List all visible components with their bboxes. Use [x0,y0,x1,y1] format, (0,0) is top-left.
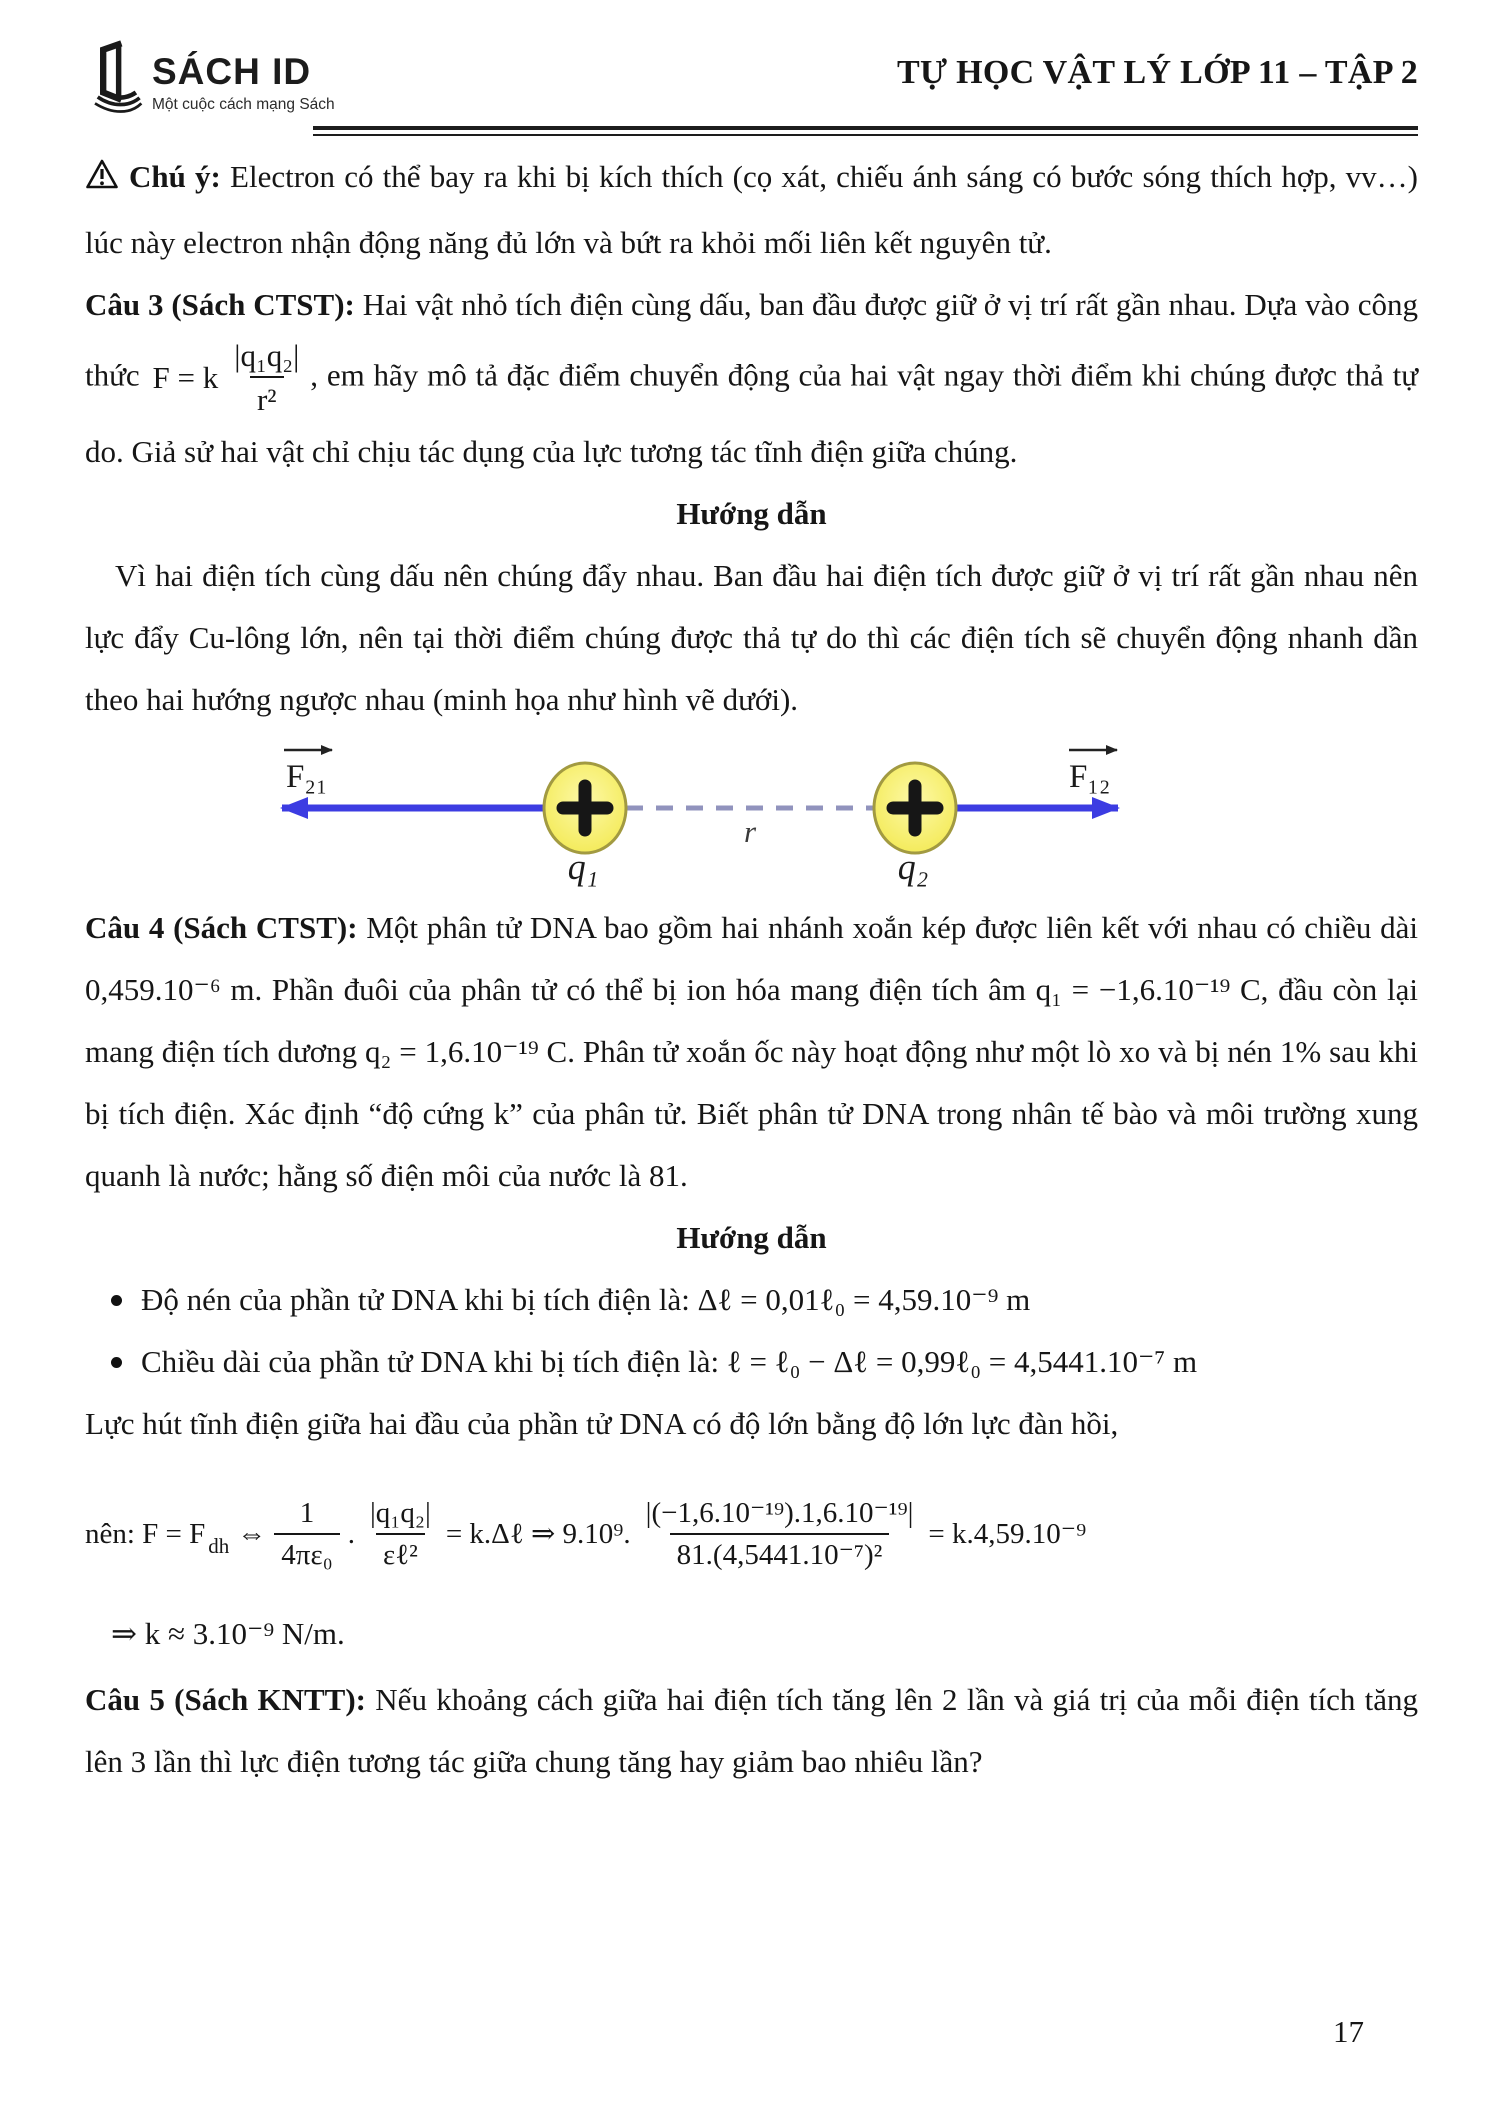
bullet-length [85,1331,1418,1393]
force-right-label: F₁₂ [1069,758,1111,795]
bullet-compression-label: Độ nén của phần tử DNA khi bị tích điện là: [141,1281,690,1317]
coulomb-constant-numerator: 1 [299,1496,315,1529]
formula-prefix-subscript: dh [208,1534,230,1559]
coulomb-formula-numerator: |q₁q₂| [234,338,300,373]
formula-mid: = k.Δℓ ⇒ 9.10⁹. [445,1518,631,1551]
header-rule [313,126,1418,136]
charge-fraction-denominator: εℓ² [376,1533,425,1575]
q4-solution-intro: Lực hút tĩnh điện giữa hai đầu của phần tử DNA có độ lớn bằng độ lớn lực đàn hồi, [85,1405,1119,1441]
distance-label: r [743,813,757,849]
bullet-dot [111,1295,122,1306]
formula-tail: = k.4,59.10⁻⁹ [928,1518,1087,1551]
bullet-compression-formula: Δℓ = 0,01ℓ₀ = 4,59.10⁻⁹ m [697,1281,1031,1317]
question-4-label: Câu 4 (Sách CTST): [85,909,358,945]
question-5-label: Câu 5 (Sách KNTT): [85,1681,367,1717]
charges-figure-canvas [270,735,1150,893]
logo-text [152,38,335,114]
page-title: TỰ HỌC VẬT LÝ LỚP 11 – TẬP 2 [896,54,1418,91]
question-5-paragraph [85,1669,1418,1793]
bullet-compression [85,1269,1418,1331]
coulomb-formula-denominator: r² [250,376,284,420]
q4-result: ⇒ k ≈ 3.10⁻⁹ N/m. [111,1615,345,1651]
formula-prefix: nên: F = F [85,1518,206,1551]
force-left-label: F₂₁ [286,758,328,795]
page-number: 17 [1333,2014,1364,2049]
coulomb-constant-denominator: 4πε₀ [274,1533,339,1575]
charge-2-label: q₂ [897,846,929,887]
charge-fraction [363,1495,438,1574]
question-3-paragraph [85,274,1418,483]
logo-tagline: Một cuộc cách mạng Sách [152,95,335,113]
coulomb-formula-lhs: F = k [152,360,219,396]
bullet-length-label: Chiều dài của phần tử DNA khi bị tích điện là: [141,1343,720,1379]
note-label: Chú ý: [129,159,221,194]
logo-title: SÁCH ID [152,51,312,92]
note-text: Electron có thể bay ra khi bị kích thích (cọ xát, chiếu ánh sáng có bước sóng thích hợp, vv…) lúc này electron nhận động năng đủ lớn và bứt ra khỏi mối liên kết nguyên tử. [85,159,1418,260]
dot-operator: . [347,1518,355,1551]
sachid-logo [85,38,335,116]
page-header [85,38,1418,126]
bullet-dot [111,1357,122,1368]
iff-symbol: ⇔ [237,1518,267,1551]
q4-main-formula [85,1471,1418,1599]
bullet-length-formula: ℓ = ℓ₀ − Δℓ = 0,99ℓ₀ = 4,5441.10⁻⁷ m [726,1343,1198,1379]
question-3-text-before: Hai vật nhỏ tích điện cùng dấu, ban đầu được giữ ở vị trí rất gần nhau. Dựa vào công thức [85,287,1418,393]
numeric-fraction-numerator: |(−1,6.10⁻¹⁹).1,6.10⁻¹⁹| [645,1496,914,1529]
charge-1-label: q₁ [567,846,599,887]
charges-figure [270,735,1150,893]
numeric-fraction-denominator: 81.(4,5441.10⁻⁷)² [670,1533,890,1575]
q3-solution-text: Vì hai điện tích cùng dấu nên chúng đẩy nhau. Ban đầu hai điện tích được giữ ở vị trí rất gần nhau nên lực đẩy Cu-lông lớn, nên tại thời điểm chúng được thả tự do thì các điện tích sẽ chuyển động nhanh dần theo hai hướng ngược nhau (minh họa như hình vẽ dưới). [85,557,1418,717]
question-4-text: Một phân tử DNA bao gồm hai nhánh xoắn kép được liên kết với nhau có chiều dài 0,459.10⁻⁶ m. Phần đuôi của phân tử có thể bị ion hóa mang điện tích âm q₁ = −1,6.10⁻¹⁹ C, đầu còn lại mang điện tích dương q₂ = 1,6.10⁻¹⁹ C. Phân tử xoắn ốc này hoạt động như một lò xo và bị nén 1% sau khi bị tích điện. Xác định “độ cứng k” của phân tử. Biết phân tử DNA trong nhân tế bào và môi trường xung quanh là nước; hằng số điện môi của nước là 81. [85,909,1419,1193]
coulomb-formula-fraction [227,336,306,421]
charge-fraction-numerator: |q₁q₂| [369,1496,431,1529]
question-3-text-after: , em hãy mô tả đặc điểm chuyển động của hai vật ngay thời điểm khi chúng được thả tự do. Giả sử hai vật chỉ chịu tác dụng của lực tương tác tĩnh điện giữa chúng. [85,357,1418,469]
question-3-label: Câu 3 (Sách CTST): [85,287,355,322]
q4-solution-bullets [85,1269,1418,1393]
note-paragraph [85,146,1418,274]
book-logo-icon [85,38,145,116]
coulomb-constant-fraction [274,1495,339,1574]
numeric-fraction [639,1495,921,1574]
question-5-text: Nếu khoảng cách giữa hai điện tích tăng lên 2 lần và giá trị của mỗi điện tích tăng lên 3 lần thì lực điện tương tác giữa chung tăng hay giảm bao nhiêu lần? [85,1681,1419,1779]
warning-icon [85,150,119,212]
guide-heading-q4: Hướng dẫn [676,1219,827,1255]
coulomb-formula [153,336,307,421]
guide-heading-q3: Hướng dẫn [676,495,827,531]
question-4-paragraph [85,897,1418,1207]
